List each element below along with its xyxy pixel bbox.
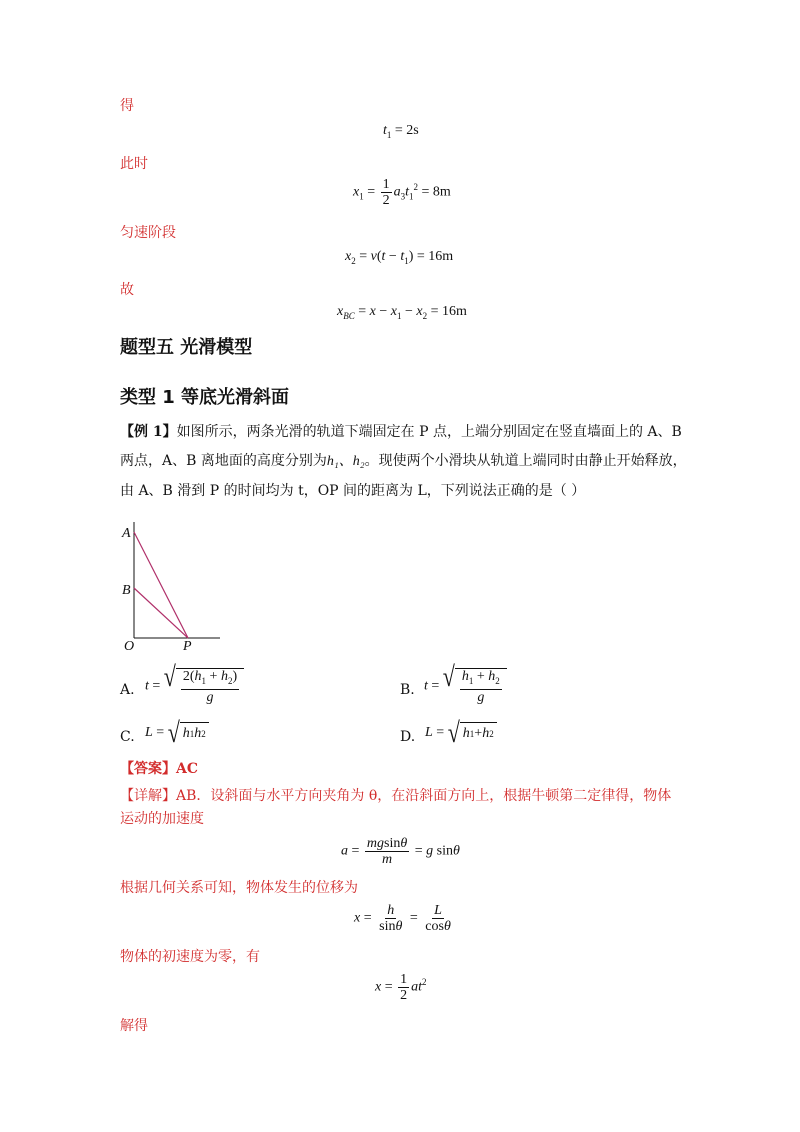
option-d-label: D. <box>400 729 416 745</box>
option-d-expr: L = √ h 1 + h 2 <box>425 722 497 744</box>
text-de: 得 <box>120 98 134 114</box>
track-a <box>134 532 188 638</box>
label-b: B <box>122 583 131 598</box>
option-a-expr: t = √ $\frac{2(h_1 + h_2)}{g}$ <box>145 668 244 705</box>
text-gu: 故 <box>120 282 134 298</box>
incline-figure <box>118 520 228 660</box>
option-a-label: A. <box>120 682 135 698</box>
label-a: A <box>122 526 131 541</box>
question-label: 【例 1】 <box>120 424 177 440</box>
question-text-2a: 两点，A、B 离地面的高度分别为 <box>120 453 327 469</box>
text-cishi: 此时 <box>120 156 148 172</box>
label-o: O <box>124 639 135 654</box>
label-p: P <box>183 639 192 654</box>
equation-t1: $t_1 = 2s$ <box>383 123 419 140</box>
detail-line-1: 【详解】AB．设斜面与水平方向夹角为 θ，在沿斜面方向上，根据牛顿第二定律得，物体 <box>120 788 672 804</box>
option-b-label: B. <box>400 682 415 698</box>
equation-x: x = $\frac{h}{\sin\theta}$ = $\frac{L}{\cos\theta}$ <box>354 903 451 934</box>
equation-x1: $x_1$ = $\frac{1}{2}$ $a_3t_1^2 = 8m$ <box>353 177 451 208</box>
equation-x2: $x_2 = v(t - t_1) = 16m$ <box>345 249 454 266</box>
equation-a: a = $\frac{mgsin\theta}{m}$ = g sinθ <box>341 836 460 867</box>
question-text-2c: 。现使两个小滑块从轨道上端同时由静止开始释放， <box>364 453 687 469</box>
initial-velocity-text: 物体的初速度为零，有 <box>120 949 260 965</box>
answer-label: 【答案】AC <box>120 761 199 777</box>
question-line-1 <box>120 422 682 442</box>
equation-x-kinematics: x = $\frac{1}{2}$ $at^2$ <box>375 972 427 1003</box>
detail-line-2: 运动的加速度 <box>120 811 204 827</box>
type-heading: 类型 1 等底光滑斜面 <box>120 387 290 408</box>
question-text-1: 如图所示，两条光滑的轨道下端固定在 P 点，上端分别固定在竖直墙面上的 A、B <box>176 424 682 440</box>
geometry-text: 根据几何关系可知，物体发生的位移为 <box>120 880 358 896</box>
option-c-expr: L = √ h 1 h 2 <box>145 722 209 744</box>
jiede-text: 解得 <box>120 1018 148 1034</box>
question-heights: h₁、h₂ <box>326 454 365 469</box>
text-yunsu: 匀速阶段 <box>120 225 176 241</box>
equation-xbc: $x_{BC} = x - x_1 - x_2 = 16m$ <box>337 304 467 321</box>
question-line-2 <box>120 451 687 472</box>
option-b-expr: t = √ $\frac{h_1 + h_2}{g}$ <box>424 668 507 705</box>
section-heading: 题型五 光滑模型 <box>120 337 253 358</box>
question-text-3: 由 A、B 滑到 P 的时间均为 t，OP 间的距离为 L，下列说法正确的是（ ） <box>120 483 586 499</box>
track-b <box>134 588 188 638</box>
option-c-label: C. <box>120 729 135 745</box>
